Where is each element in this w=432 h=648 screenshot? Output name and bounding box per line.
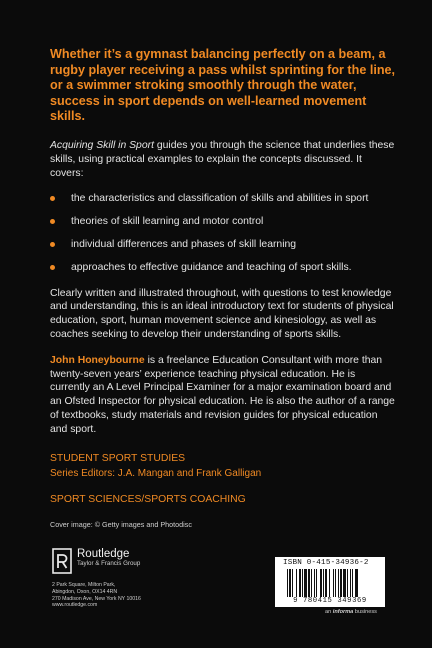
description-paragraph: Clearly written and illustrated throughout, with questions to test knowledge and understanding, this is an ideal introductory text for students of physical education, sport, human movement science and kinesiology, as well as coaches seeking to develop their understanding of sports skills. — [50, 287, 394, 340]
bullet-icon — [50, 265, 55, 270]
barcode-bar — [355, 569, 358, 597]
publisher-tagline: Taylor & Francis Group — [77, 560, 141, 567]
list-item-text: theories of skill learning and motor control — [71, 216, 264, 228]
barcode-bar — [314, 569, 315, 597]
informa-brand: informa — [332, 609, 354, 615]
barcode-bar — [292, 569, 293, 597]
back-cover-content — [50, 47, 395, 529]
informa-business-tag — [325, 609, 377, 615]
author-name: John Honeybourne — [50, 354, 145, 366]
barcode-number: 9 780415 349369 — [293, 597, 367, 605]
address-line: 270 Madison Ave, New York NY 10016 — [52, 595, 141, 602]
barcode-icon — [287, 569, 375, 597]
bullet-icon — [50, 242, 55, 247]
address-line: Abingdon, Oxon, OX14 4RN — [52, 588, 118, 595]
list-item-text: individual differences and phases of skill learning — [71, 238, 297, 250]
barcode-bar — [338, 569, 339, 597]
barcode-bar — [325, 569, 327, 597]
subject-category: SPORT SCIENCES/SPORTS COACHING — [50, 493, 246, 505]
series-info — [50, 451, 395, 481]
barcode-bar — [296, 569, 297, 597]
barcode-bar — [289, 569, 291, 597]
barcode-bar — [347, 569, 348, 597]
barcode-label — [275, 557, 385, 607]
barcode-bar — [320, 569, 322, 597]
address-line: 2 Park Square, Milton Park, — [52, 582, 116, 588]
list-item-text: the characteristics and classification of skills and abilities in sport — [71, 193, 369, 205]
topics-list — [50, 192, 395, 274]
book-title: Acquiring Skill in Sport — [50, 139, 154, 151]
publisher-website: www.routledge.com — [52, 602, 98, 609]
barcode-bar — [287, 569, 288, 597]
routledge-logo-icon — [52, 548, 72, 574]
list-item — [50, 238, 395, 252]
list-item — [50, 192, 395, 206]
barcode-bar — [323, 569, 324, 597]
series-name: STUDENT SPORT STUDIES — [50, 452, 186, 464]
list-item-text: approaches to effective guidance and teaching of sport skills. — [71, 261, 352, 273]
barcode-bar — [335, 569, 336, 597]
publisher-logo — [52, 548, 192, 574]
barcode-bar — [352, 569, 353, 597]
author-bio: is a freelance Education Consultant with more than twenty-seven years’ experience teaching physical education. He is currently an A Level Principal Examiner for a major examination board and an Ofsted Inspector for physical education. He is also the author of a range of textbooks, study materials and revision guides for physical education and sport. — [50, 354, 395, 435]
barcode-bar — [304, 569, 307, 597]
barcode-bar — [340, 569, 342, 597]
series-editors: Series Editors: J.A. Mangan and Frank Galligan — [50, 467, 262, 479]
barcode-bar — [299, 569, 301, 597]
barcode-bar — [302, 569, 303, 597]
cover-credit: Cover image: © Getty images and Photodisc — [50, 519, 192, 529]
bullet-icon — [50, 196, 55, 201]
bullet-icon — [50, 219, 55, 224]
isbn-text: ISBN 0-415-34936-2 — [283, 559, 369, 567]
barcode-bar — [333, 569, 334, 597]
barcode-bar — [343, 569, 346, 597]
barcode-bar — [311, 569, 312, 597]
informa-prefix: an — [325, 609, 333, 615]
intro-text: guides you through the science that underlies these skills, using practical examples to explain the concepts discussed. It covers: — [50, 139, 395, 179]
list-item — [50, 261, 395, 275]
publisher-name: Routledge — [77, 548, 130, 560]
barcode-bar — [350, 569, 351, 597]
informa-suffix: business — [353, 609, 377, 615]
publisher-address — [52, 582, 192, 609]
barcode-bar — [308, 569, 310, 597]
barcode-bar — [316, 569, 317, 597]
barcode-bar — [329, 569, 330, 597]
list-item — [50, 215, 395, 229]
intro-paragraph — [50, 139, 395, 180]
author-paragraph — [50, 354, 395, 437]
headline-blurb: Whether it’s a gymnast balancing perfectly on a beam, a rugby player receiving a pass whilst sprinting for the line, or a swimmer stroking smoothly through the water, success in sport depends on well-learned movement skills. — [50, 47, 396, 124]
publisher-block — [52, 548, 192, 609]
